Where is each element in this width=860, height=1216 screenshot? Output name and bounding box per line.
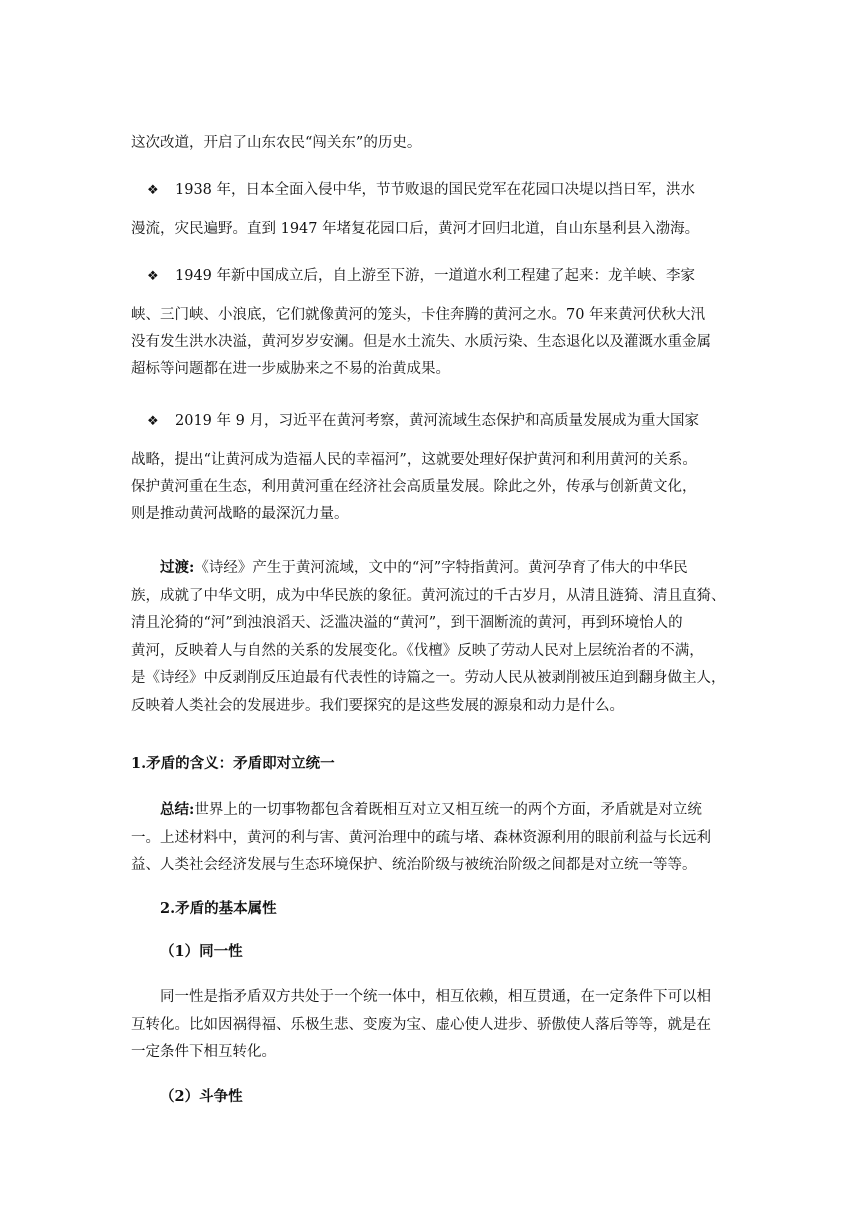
text-line: 这次改道，开启了山东农民“闯关东”的历史。 [131, 135, 422, 151]
text-line: 没有发生洪水决溢，黄河岁岁安澜。但是水土流失、水质污染、生态退化以及灌溉水重金属 [131, 334, 711, 350]
summary-paragraph [131, 796, 729, 880]
heading-text: 1.矛盾的含义：矛盾即对立统一 [131, 755, 335, 772]
text-line: ❖ 1938 年，日本全面入侵中华，节节败退的国民党军在花园口决堤以挡日军，洪水 [131, 177, 729, 204]
diamond-bullet-icon: ❖ [147, 269, 159, 284]
bullet-1938 [131, 177, 729, 243]
section-heading-2 [131, 897, 729, 921]
text-line: ❖ 1949 年新中国成立后，自上游至下游，一道道水利工程建了起来：龙羊峡、李家 [131, 263, 729, 290]
subheading-identity [131, 940, 729, 964]
text-line: ❖ 2019 年 9 月，习近平在黄河考察，黄河流域生态保护和高质量发展成为重大国家 [131, 408, 729, 435]
text-line: 保护黄河重在生态，利用黄河重在经济社会高质量发展。除此之外，传承与创新黄文化， [131, 479, 697, 495]
text-line: 反映着人类社会的发展进步。我们要探究的是这些发展的源泉和动力是什么。 [131, 697, 624, 714]
text-line: 峡、三门峡、小浪底，它们就像黄河的笼头，卡住奔腾的黄河之水。70 年来黄河伏秋大汛 [131, 307, 706, 323]
text-line: 互转化。比如因祸得福、乐极生悲、变废为宝、虚心使人进步、骄傲使人落后等等，就是在 [131, 1016, 711, 1033]
text-line: 族，成就了中华文明，成为中华民族的象征。黄河流过的千古岁月，从清且涟猗、清且直猗、 [131, 587, 726, 604]
heading-text: （2）斗争性 [160, 1088, 243, 1105]
bullet-2019 [131, 408, 729, 528]
text-line: 漫流，灾民遍野。直到 1947 年堵复花园口后，黄河才回归北道，自山东垦利县入渤海。 [131, 221, 700, 237]
heading-text: 2.矛盾的基本属性 [160, 900, 277, 917]
identity-paragraph [131, 984, 729, 1067]
text-line: 则是推动黄河战略的最深沉力量。 [131, 506, 349, 522]
transition-paragraph [131, 554, 729, 720]
text-line: 一定条件下相互转化。 [131, 1044, 276, 1060]
text-line: 清且沦猗的“河”到浊浪滔天、泛滥决溢的“黄河”，到干涸断流的黄河，再到环境怡人的 [131, 615, 683, 631]
text-line: 战略，提出“让黄河成为造福人民的幸福河”，这就要处理好保护黄河和利用黄河的关系。 [131, 452, 697, 468]
text-line: 超标等问题都在进一步威胁来之不易的治黄成果。 [131, 361, 450, 377]
heading-text: （1）同一性 [160, 943, 243, 960]
bullet-1949 [131, 263, 729, 383]
text-line: 总结:世界上的一切事物都包含着既相互对立又相互统一的两个方面，矛盾就是对立统 [131, 796, 729, 825]
text-line: 过渡:《诗经》产生于黄河流域，文中的“河”字特指黄河。黄河孕育了伟大的中华民 [131, 554, 729, 583]
text-line: 益、人类社会经济发展与生态环境保护、统治阶级与被统治阶级之间都是对立统一等等。 [131, 857, 697, 873]
paragraph-history-migration [131, 131, 729, 155]
text-line: 同一性是指矛盾双方共处于一个统一体中，相互依赖，相互贯通，在一定条件下可以相 [160, 989, 711, 1005]
text-line: 一。上述材料中，黄河的利与害、黄河治理中的疏与堵、森林资源利用的眼前利益与长远利 [131, 829, 711, 846]
diamond-bullet-icon: ❖ [147, 414, 159, 429]
section-heading-1 [131, 752, 729, 776]
text-line: 黄河，反映着人与自然的关系的发展变化。《伐檀》反映了劳动人民对上层统治者的不满， [131, 642, 704, 659]
text-line: 是《诗经》中反剥削反压迫最有代表性的诗篇之一。劳动人民从被剥削被压迫到翻身做主人， [131, 670, 726, 686]
transition-label: 过渡: [160, 559, 195, 576]
subheading-struggle [131, 1085, 729, 1109]
diamond-bullet-icon: ❖ [147, 183, 159, 198]
summary-label: 总结: [160, 801, 195, 818]
